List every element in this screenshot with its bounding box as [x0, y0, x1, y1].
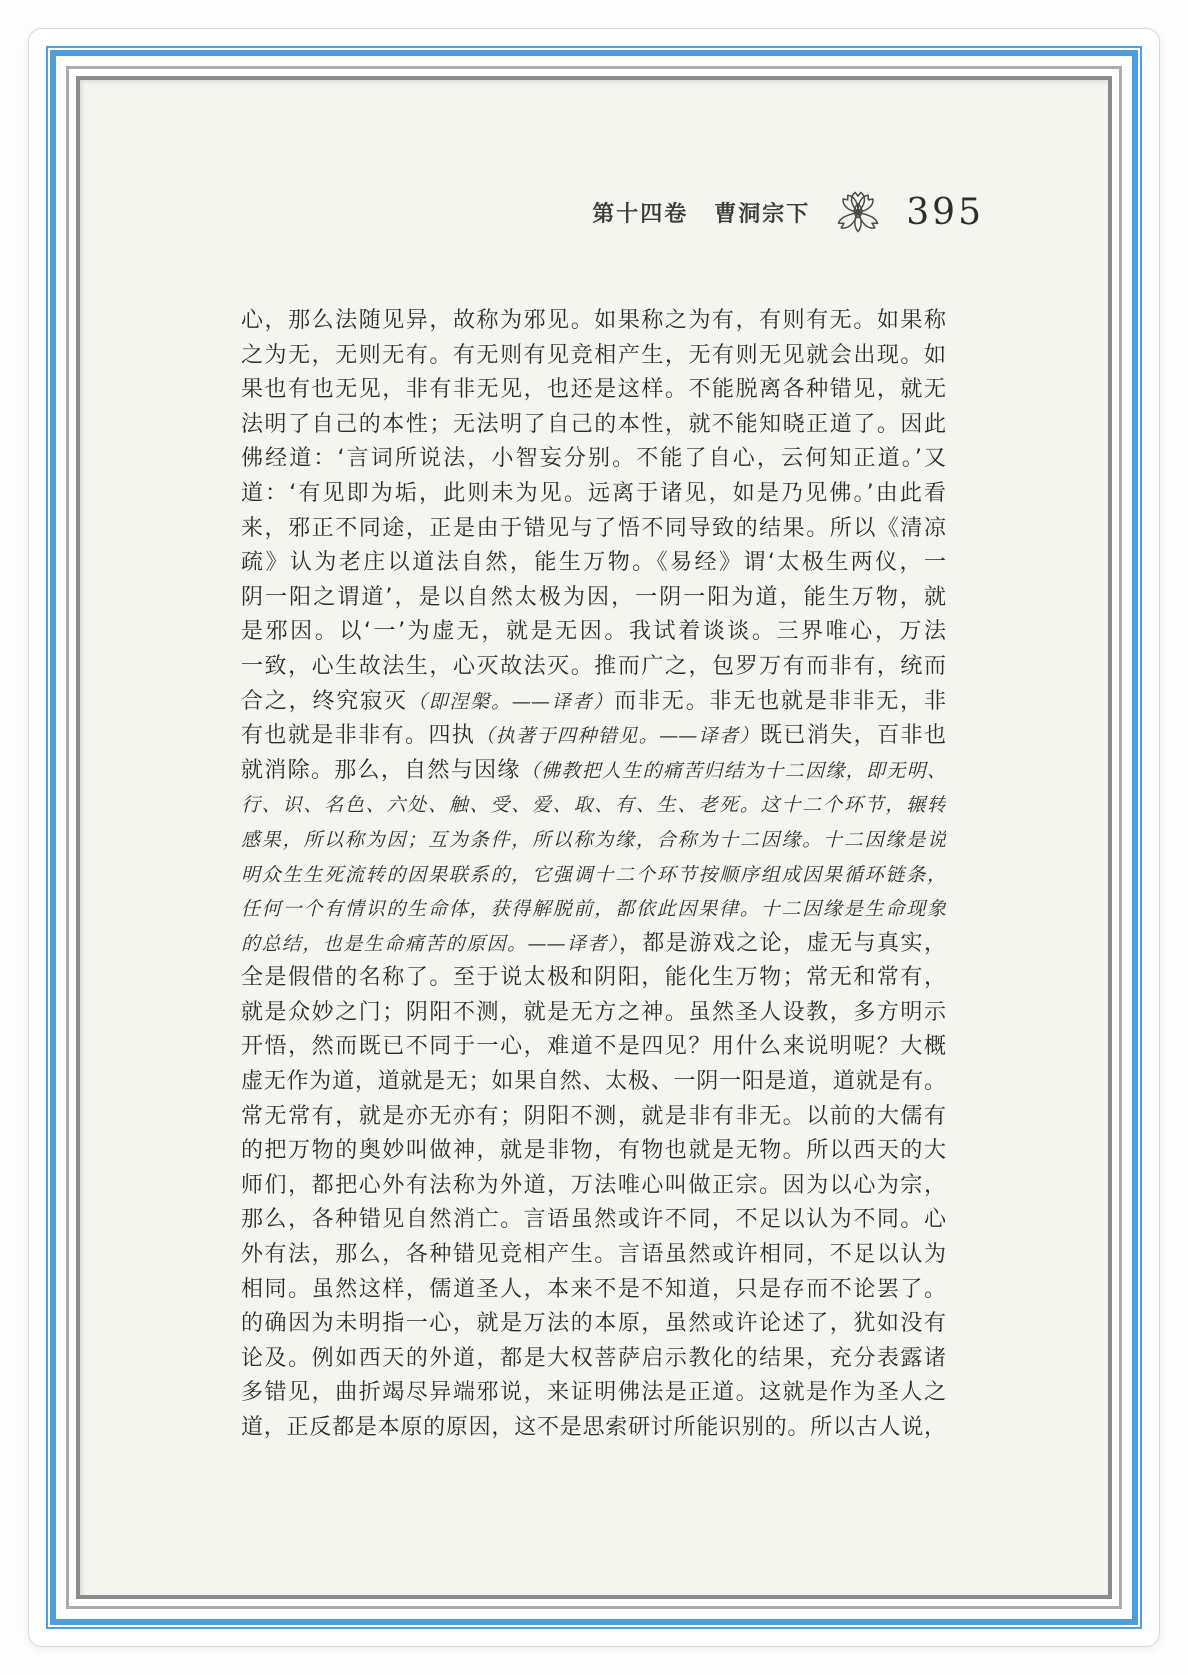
- annotation-segment: 明众生生死流转的因果联系的，它强调十二个环节按顺序组成因果循环链条，: [241, 863, 946, 886]
- text-line: [241, 1203, 946, 1238]
- body-segment: 之为无，无则无有。有无则有见竞相产生，无有则无见就会出现。如: [241, 342, 946, 368]
- body-segment: 常无常有，就是亦无亦有；阴阳不测，就是非有非无。以前的大儒有: [241, 1103, 946, 1129]
- text-line: [241, 615, 946, 650]
- annotation-segment: 感果，所以称为因；互为条件，所以称为缘，合称为十二因缘。十二因缘是说: [241, 828, 946, 851]
- body-segment: 师们，都把心外有法称为外道，万法唯心叫做正宗。因为以心为宗，: [241, 1172, 946, 1198]
- body-segment: 就是众妙之门；阴阳不测，就是无方之神。虽然圣人设教，多方明示: [241, 999, 946, 1025]
- annotation-segment: 任何一个有情识的生命体，获得解脱前，都依此因果律。十二因缘是生命现象: [241, 898, 946, 921]
- text-line: [241, 1030, 946, 1065]
- text-line: [241, 408, 946, 443]
- text-line: [241, 754, 946, 789]
- text-line: [241, 512, 946, 547]
- text-line: [241, 927, 946, 962]
- annotation-segment: （即涅槃。——译者）: [407, 690, 615, 713]
- text-line: [241, 650, 946, 685]
- text-line: [241, 1411, 946, 1446]
- text-line: [241, 373, 946, 408]
- blue-frame-outer: [46, 46, 1142, 1629]
- body-segment: 法明了自己的本性；无法明了自己的本性，就不能知晓正道了。因此: [241, 411, 946, 437]
- text-line: [241, 442, 946, 477]
- body-segment: 外有法，那么，各种错见竞相产生。言语虽然或许相同，不足以认为: [241, 1242, 946, 1268]
- body-segment: ，都是游戏之论，虚无与真实，: [618, 930, 946, 956]
- body-segment: 佛经道：‘言词所说法，小智妄分别。不能了自心，云何知正道。’又: [241, 446, 946, 472]
- volume-label: 第十四卷: [592, 201, 689, 227]
- body-segment: 合之，终究寂灭: [241, 688, 408, 714]
- annotation-segment: 行、识、名色、六处、触、受、爱、取、有、生、老死。这十二个环节，辗转: [241, 794, 946, 817]
- body-segment: 果也有也无见，非有非无见，也还是这样。不能脱离各种错见，就无: [241, 377, 946, 403]
- text-line: [241, 858, 946, 893]
- book-page-card: [28, 28, 1160, 1647]
- body-segment: 心，那么法随见异，故称为邪见。如果称之为有，有则有无。如果称: [241, 308, 946, 333]
- page-header: [592, 188, 984, 236]
- flower-ornament-icon: [830, 188, 886, 236]
- text-line: [241, 961, 946, 996]
- body-segment: 的把万物的奥妙叫做神，就是非物，有物也就是无物。所以西天的大: [241, 1138, 946, 1164]
- body-segment: 道：‘有见即为垢，此则未为见。远离于诸见，如是乃见佛。’由此看: [241, 480, 946, 506]
- text-line: [241, 1342, 946, 1377]
- body-segment: 相同。虽然这样，儒道圣人，本来不是不知道，只是存而不论罢了。: [241, 1276, 946, 1302]
- text-line: [241, 546, 946, 581]
- text-line: [241, 1169, 946, 1204]
- body-segment: 道，正反都是本原的原因，这不是思索研讨所能识别的。所以古人说，: [241, 1415, 946, 1440]
- body-segment: 全是假借的名称了。至于说太极和阴阳，能化生万物；常无和常有，: [241, 965, 946, 991]
- text-line: [241, 339, 946, 374]
- text-line: [241, 996, 946, 1031]
- text-line: [241, 581, 946, 616]
- text-line: [241, 1238, 946, 1273]
- section-label: 曹洞宗下: [714, 201, 811, 227]
- body-segment: 多错见，曲折竭尽异端邪说，来证明佛法是正道。这就是作为圣人之: [241, 1380, 946, 1406]
- text-line: [241, 304, 946, 339]
- gray-frame-inner: [76, 76, 1112, 1599]
- text-line: [241, 477, 946, 512]
- body-segment: 是邪因。以‘一’为虚无，就是无因。我试着谈谈。三界唯心，万法: [241, 619, 946, 645]
- body-segment: 有也就是非非有。四执: [241, 723, 476, 749]
- text-line: [241, 823, 946, 858]
- running-head: [592, 197, 810, 228]
- text-line: [241, 685, 946, 720]
- text-line: [241, 1065, 946, 1100]
- text-line: [241, 719, 946, 754]
- body-segment: 的确因为未明指一心，就是万法的本原，虽然或许论述了，犹如没有: [241, 1311, 946, 1337]
- body-segment: 阴一阳之谓道’，是以自然太极为因，一阴一阳为道，能生万物，就: [241, 584, 946, 610]
- blue-frame-inner: [50, 50, 1138, 1625]
- text-line: [241, 1134, 946, 1169]
- annotation-segment: （执著于四种错见。——译者）: [475, 725, 760, 748]
- body-segment: 就消除。那么，自然与因缘: [241, 757, 521, 783]
- body-segment: 那么，各种错见自然消亡。言语虽然或许不同，不足以认为不同。心: [241, 1207, 946, 1233]
- text-line: [241, 892, 946, 927]
- text-line: [241, 1100, 946, 1135]
- body-segment: 疏》认为老庄以道法自然，能生万物。《易经》谓‘太极生两仪，一: [241, 550, 946, 576]
- body-segment: 一致，心生故法生，心灭故法灭。推而广之，包罗万有而非有，统而: [241, 653, 946, 679]
- text-line: [241, 1376, 946, 1411]
- body-segment: 来，邪正不同途，正是由于错见与了悟不同导致的结果。所以《清凉: [241, 515, 946, 541]
- annotation-segment: （佛教把人生的痛苦归结为十二因缘，即无明、: [520, 759, 946, 782]
- gray-frame-outer: [66, 66, 1122, 1609]
- body-segment: 虚无作为道，道就是无；如果自然、太极、一阴一阳是道，道就是有。: [241, 1069, 946, 1095]
- body-segment: 开悟，然而既已不同于一心，难道不是四见？用什么来说明呢？大概: [241, 1034, 946, 1060]
- text-block: [241, 304, 946, 1446]
- scanned-page: [80, 80, 1108, 1595]
- body-segment: 既已消失，百非也: [759, 723, 946, 749]
- text-line: [241, 788, 946, 823]
- body-segment: 论及。例如西天的外道，都是大权菩萨启示教化的结果，充分表露诸: [241, 1345, 946, 1371]
- body-segment: 而非无。非无也就是非非无，非: [614, 688, 946, 714]
- annotation-segment: 的总结，也是生命痛苦的原因。——译者）: [241, 932, 619, 955]
- text-line: [241, 1273, 946, 1308]
- text-line: [241, 1307, 946, 1342]
- page-number: 395: [906, 191, 984, 233]
